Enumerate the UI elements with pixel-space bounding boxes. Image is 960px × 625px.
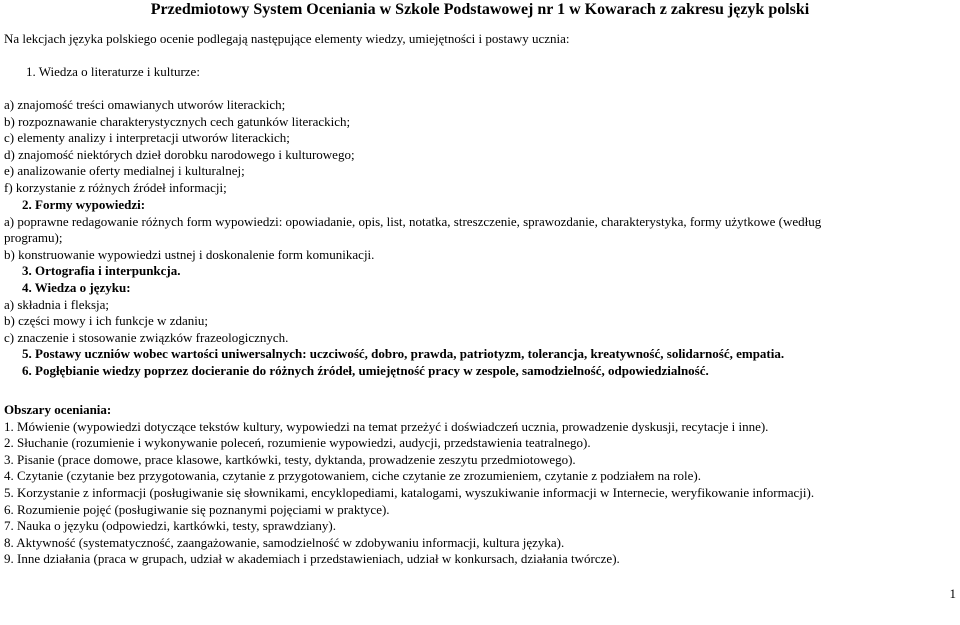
list-item: 2. Słuchanie (rozumienie i wykonywanie poleceń, rozumienie wypowiedzi, audycji, przedstawienia teatralnego). bbox=[4, 435, 591, 451]
list-item: 9. Inne działania (praca w grupach, udział w akademiach i przedstawieniach, udział w konkursach, działania twórcze). bbox=[4, 551, 620, 567]
section-2 bbox=[4, 197, 821, 380]
list-item: f) korzystanie z różnych źródeł informacji; bbox=[4, 179, 227, 195]
list-item: 5. Korzystanie z informacji (posługiwanie się słownikami, encyklopediami, katalogami, wyszukiwanie informacji w Internecie, weryfikowanie informacji). bbox=[4, 484, 815, 500]
list-item: b) konstruowanie wypowiedzi ustnej i doskonalenie form komunikacji. bbox=[4, 246, 375, 262]
list-item: 7. Nauka o języku (odpowiedzi, kartkówki, testy, sprawdziany). bbox=[4, 518, 337, 534]
section-6-heading: 6. Pogłębianie wiedzy poprzez docieranie do różnych źródeł, umiejętność pracy w zespole, samodzielność, odpowiedzialność. bbox=[22, 362, 709, 378]
intro-paragraph: Na lekcjach języka polskiego ocenie podlegają następujące elementy wiedzy, umiejętności i postawy ucznia: bbox=[4, 31, 570, 46]
page-number: 1 bbox=[949, 586, 956, 601]
section-2-heading: 2. Formy wypowiedzi: bbox=[22, 197, 146, 212]
list-item: b) rozpoznawanie charakterystycznych cech gatunków literackich; bbox=[4, 113, 351, 129]
list-item: c) znaczenie i stosowanie związków frazeologicznych. bbox=[4, 329, 289, 345]
list-item: 6. Rozumienie pojęć (posługiwanie się poznanymi pojęciami w praktyce). bbox=[4, 501, 390, 517]
list-item: a) poprawne redagowanie różnych form wypowiedzi: opowiadanie, opis, list, notatka, streszczenie, sprawozdanie, charakterystyka, formy użytkowe (według bbox=[4, 213, 822, 229]
list-item: a) składnia i fleksja; bbox=[4, 296, 110, 312]
section-3-heading: 3. Ortografia i interpunkcja. bbox=[22, 263, 181, 279]
list-item: c) elementy analizy i interpretacji utworów literackich; bbox=[4, 130, 290, 146]
list-item-continuation: programu); bbox=[4, 230, 63, 246]
list-item: 8. Aktywność (systematyczność, zaangażowanie, samodzielność w zdobywaniu informacji, kultura języka). bbox=[4, 534, 565, 550]
section-4-heading: 4. Wiedza o języku: bbox=[22, 279, 131, 295]
list-item: a) znajomość treści omawianych utworów literackich; bbox=[4, 97, 286, 112]
section-5-heading: 5. Postawy uczniów wobec wartości uniwersalnych: uczciwość, dobro, prawda, patriotyzm, tolerancja, kreatywność, solidarność, empatia. bbox=[22, 346, 785, 362]
list-item: 4. Czytanie (czytanie bez przygotowania, czytanie z przygotowaniem, ciche czytanie ze zrozumieniem, czytanie z podziałem na role). bbox=[4, 468, 701, 484]
list-item: 1. Mówienie (wypowiedzi dotyczące tekstów kultury, wypowiedzi na temat przeżyć i doświadczeń ucznia, prowadzenie dyskusji, recytacje i inne). bbox=[4, 418, 769, 434]
document-title: Przedmiotowy System Oceniania w Szkole Podstawowej nr 1 w Kowarach z zakresu język polski bbox=[150, 1, 810, 18]
list-item: e) analizowanie oferty medialnej i kulturalnej; bbox=[4, 163, 245, 179]
areas-heading: Obszary oceniania: bbox=[4, 402, 112, 417]
assessment-areas bbox=[4, 402, 814, 568]
section-1-heading: 1. Wiedza o literaturze i kulturze: bbox=[26, 64, 200, 79]
list-item: d) znajomość niektórych dzieł dorobku narodowego i kulturowego; bbox=[4, 146, 355, 162]
section-1-list bbox=[4, 97, 355, 197]
list-item: b) części mowy i ich funkcje w zdaniu; bbox=[4, 313, 208, 329]
list-item: 3. Pisanie (prace domowe, prace klasowe, kartkówki, testy, dyktanda, prowadzenie zeszytu przedmiotowego). bbox=[4, 451, 576, 467]
